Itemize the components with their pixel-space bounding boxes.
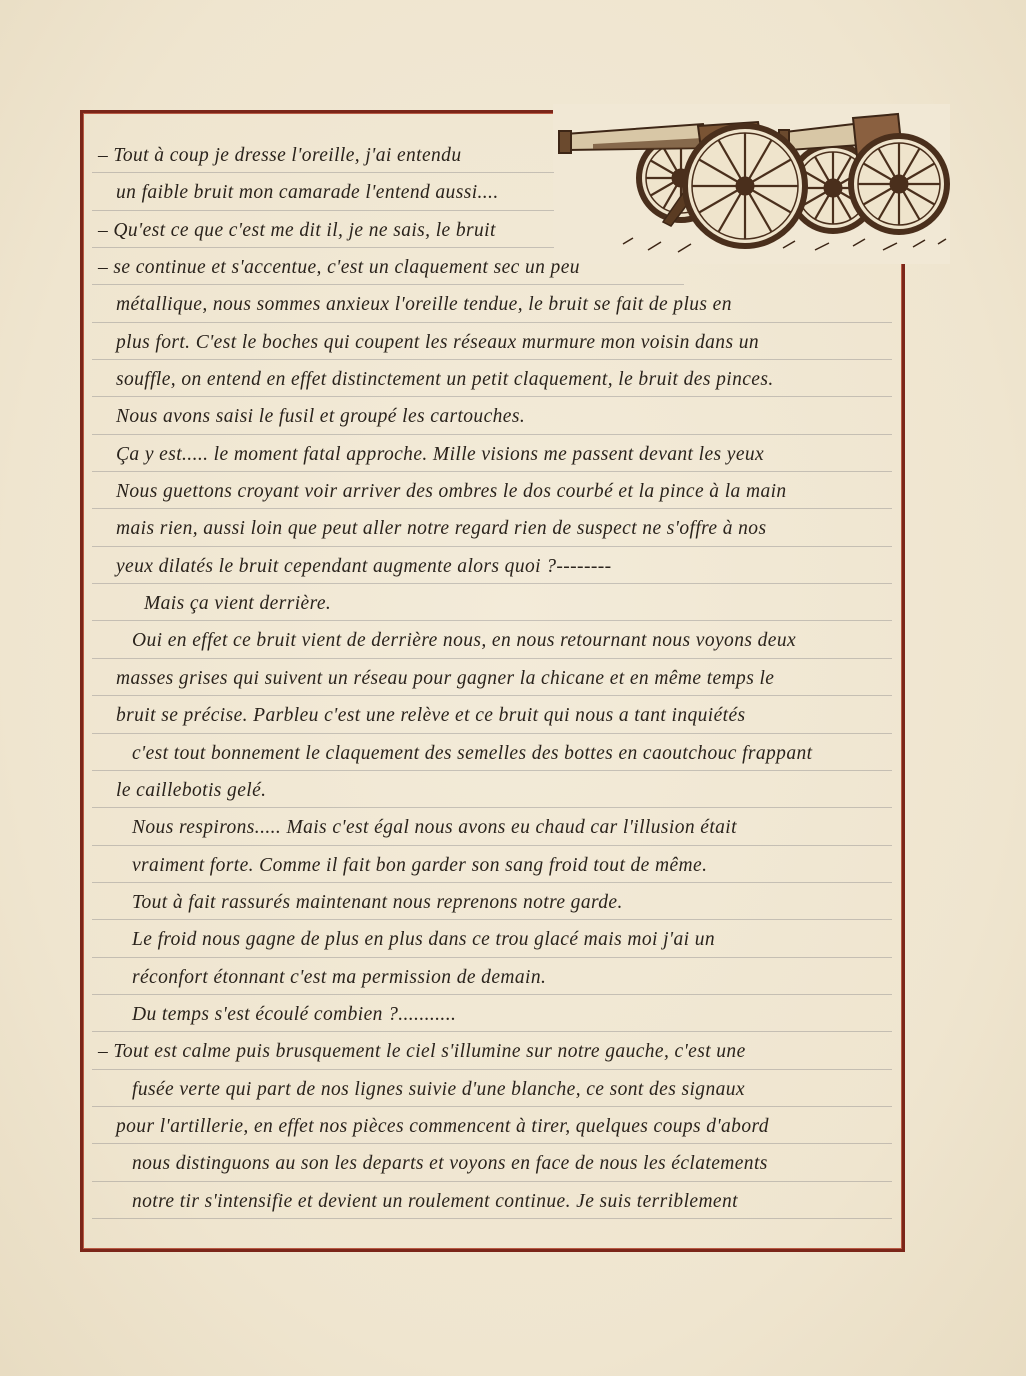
text-line: yeux dilatés le bruit cependant augmente alors quoi ?-------- bbox=[92, 547, 892, 584]
text-line: plus fort. C'est le boches qui coupent les réseaux murmure mon voisin dans un bbox=[92, 323, 892, 360]
text-line: métallique, nous sommes anxieux l'oreille tendue, le bruit se fait de plus en bbox=[92, 285, 892, 322]
handwritten-text bbox=[92, 136, 892, 1219]
wheel-hub bbox=[890, 175, 908, 193]
text-line: bruit se précise. Parbleu c'est une relève et ce bruit qui nous a tant inquiétés bbox=[92, 696, 892, 733]
text-line: Le froid nous gagne de plus en plus dans ce trou glacé mais moi j'ai un bbox=[92, 920, 892, 957]
text-line: Nous guettons croyant voir arriver des ombres le dos courbé et la pince à la main bbox=[92, 472, 892, 509]
text-line: – se continue et s'accentue, c'est un claquement sec un peu bbox=[92, 248, 684, 285]
text-line: nous distinguons au son les departs et voyons en face de nous les éclatements bbox=[92, 1144, 892, 1181]
text-line: vraiment forte. Comme il fait bon garder son sang froid tout de même. bbox=[92, 846, 892, 883]
text-line: Du temps s'est écoulé combien ?........... bbox=[92, 995, 892, 1032]
text-line: un faible bruit mon camarade l'entend aussi.... bbox=[92, 173, 554, 210]
text-line: Nous avons saisi le fusil et groupé les cartouches. bbox=[92, 397, 892, 434]
text-line: – Qu'est ce que c'est me dit il, je ne sais, le bruit bbox=[92, 211, 554, 248]
text-line: mais rien, aussi loin que peut aller notre regard rien de suspect ne s'offre à nos bbox=[92, 509, 892, 546]
text-line: réconfort étonnant c'est ma permission de demain. bbox=[92, 958, 892, 995]
text-line: – Tout à coup je dresse l'oreille, j'ai entendu bbox=[92, 136, 554, 173]
text-line: Nous respirons..... Mais c'est égal nous avons eu chaud car l'illusion était bbox=[92, 808, 892, 845]
text-line: le caillebotis gelé. bbox=[92, 771, 892, 808]
text-line: notre tir s'intensifie et devient un roulement continue. Je suis terriblement bbox=[92, 1182, 892, 1219]
text-line: Ça y est..... le moment fatal approche. Mille visions me passent devant les yeux bbox=[92, 435, 892, 472]
text-line: fusée verte qui part de nos lignes suivie d'une blanche, ce sont des signaux bbox=[92, 1070, 892, 1107]
text-line: masses grises qui suivent un réseau pour gagner la chicane et en même temps le bbox=[92, 659, 892, 696]
text-line: Mais ça vient derrière. bbox=[92, 584, 892, 621]
text-line: Tout à fait rassurés maintenant nous reprenons notre garde. bbox=[92, 883, 892, 920]
text-line: souffle, on entend en effet distinctement un petit claquement, le bruit des pinces. bbox=[92, 360, 892, 397]
text-line: – Tout est calme puis brusquement le ciel s'illumine sur notre gauche, c'est une bbox=[92, 1032, 892, 1069]
text-line: c'est tout bonnement le claquement des semelles des bottes en caoutchouc frappant bbox=[92, 734, 892, 771]
text-line: pour l'artillerie, en effet nos pièces commencent à tirer, quelques coups d'abord bbox=[92, 1107, 892, 1144]
text-line: Oui en effet ce bruit vient de derrière nous, en nous retournant nous voyons deux bbox=[92, 621, 892, 658]
